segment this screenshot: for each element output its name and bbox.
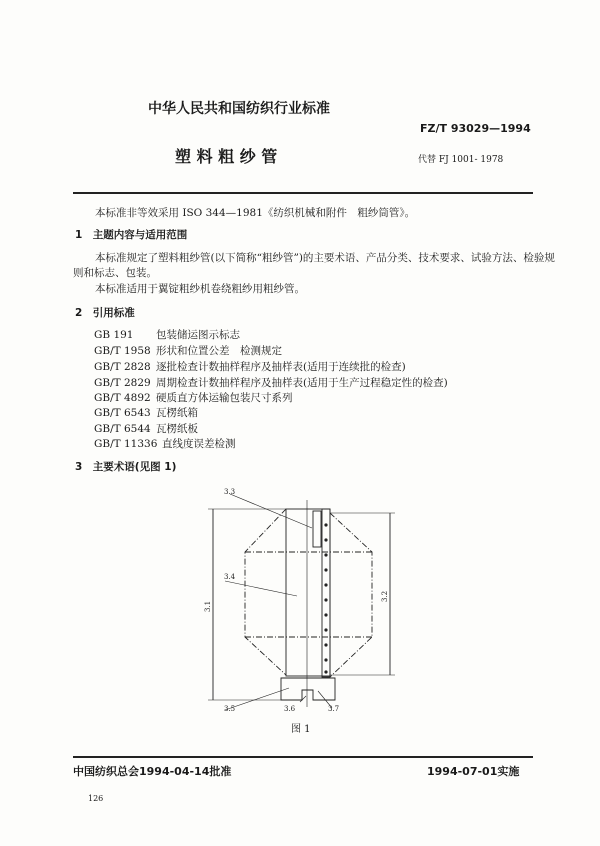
ref-title: 形状和位置公差 检测规定	[156, 345, 282, 357]
section-1-para: 本标准规定了塑料粗纱管(以下简称“粗纱管”)的主要术语、产品分类、技术要求、试验方法、检验规	[95, 252, 555, 264]
section-3-heading: 3 主要术语(见图 1)	[75, 461, 177, 473]
ref-code: GB/T 2828	[94, 361, 151, 373]
label-3-4: 3.4	[224, 573, 236, 581]
ref-code: GB/T 11336	[94, 438, 158, 450]
ref-code: GB 191	[94, 329, 134, 341]
ref-code: GB/T 1958	[94, 345, 151, 357]
page-number: 126	[88, 794, 104, 803]
ref-code: GB/T 6544	[94, 423, 151, 435]
label-3-7: 3.7	[328, 705, 340, 713]
ref-title: 直线度误差检测	[162, 438, 236, 450]
approval-date: 中国纺织总会1994-04-14批准	[73, 765, 232, 778]
section-1-scope: 本标准适用于翼锭粗纱机卷绕粗纱用粗纱管。	[95, 283, 305, 295]
label-3-2: 3.2	[381, 590, 389, 602]
footer-rule	[73, 756, 533, 758]
section-2-heading: 2 引用标准	[75, 307, 135, 319]
section-1-heading: 1 主题内容与适用范围	[75, 229, 188, 241]
label-3-3: 3.3	[224, 488, 236, 496]
intro: 本标准非等效采用 ISO 344—1981《纺织机械和附件 粗纱筒管》。	[95, 207, 416, 219]
ref-title: 逐批检查计数抽样程序及抽样表(适用于连续批的检查)	[156, 361, 406, 373]
effective-date: 1994-07-01实施	[427, 765, 520, 778]
ref-title: 瓦楞纸箱	[156, 407, 198, 419]
ref-code: GB/T 2829	[94, 377, 151, 389]
replaces-note: 代替 FJ 1001- 1978	[418, 155, 504, 165]
ref-title: 瓦楞纸板	[156, 423, 198, 435]
page-title: 塑 料 粗 纱 管	[175, 147, 278, 166]
label-3-5: 3.5	[224, 705, 236, 713]
ref-title: 硬质直方体运输包装尺寸系列	[156, 392, 293, 404]
label-3-6: 3.6	[284, 705, 296, 713]
label-3-1: 3.1	[204, 600, 212, 612]
section-1-para-cont: 则和标志、包装。	[73, 267, 157, 279]
standard-number: FZ/T 93029—1994	[420, 122, 531, 135]
ref-code: GB/T 6543	[94, 407, 151, 419]
ref-code: GB/T 4892	[94, 392, 151, 404]
ref-title: 周期检查计数抽样程序及抽样表(适用于生产过程稳定性的检查)	[156, 377, 448, 389]
ref-title: 包装储运图示标志	[156, 329, 240, 341]
issuer: 中华人民共和国纺织行业标准	[148, 101, 330, 117]
figure-caption: 图 1	[291, 724, 311, 735]
